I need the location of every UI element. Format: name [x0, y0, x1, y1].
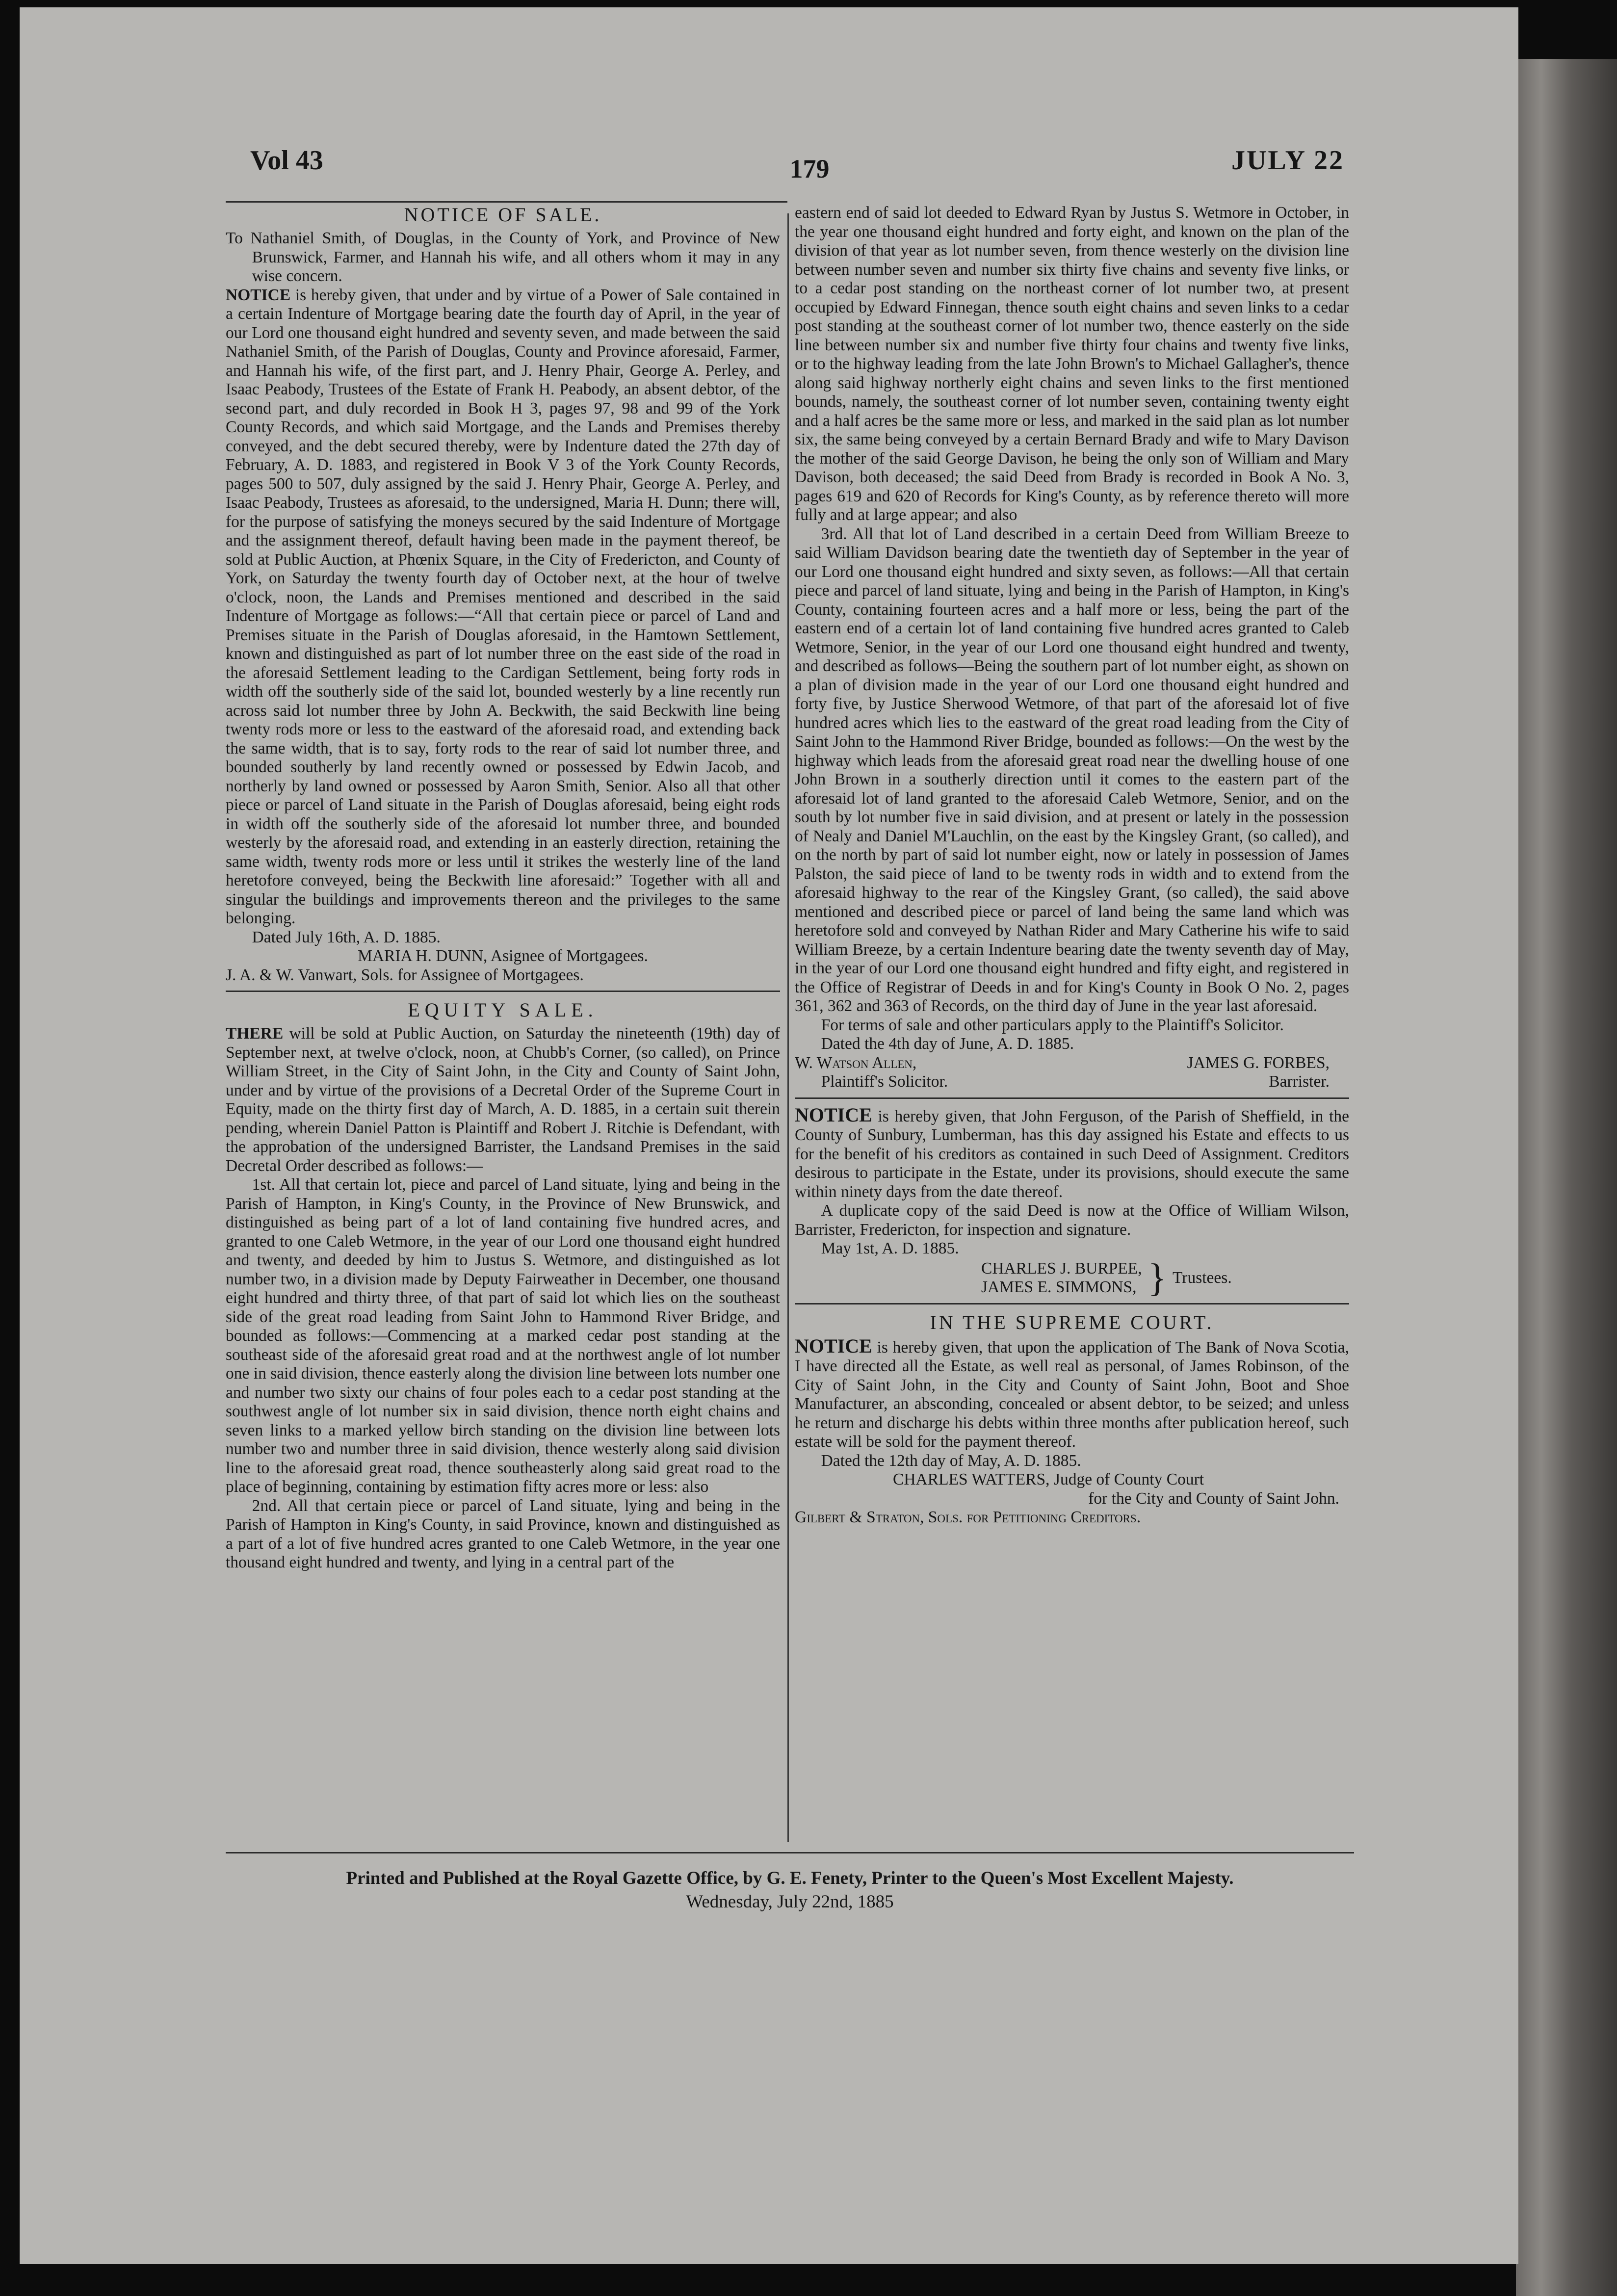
- right-column: [795, 204, 1349, 1527]
- brace-glyph: }: [1148, 1256, 1167, 1300]
- equity-sale-signatures: [795, 1054, 1349, 1092]
- equity-sale-first-lot: 1st. All that certain lot, piece and parcel of Land situate, lying and being in the Parish of Hampton, in King's County, in the Province of New Brunswick, and distinguished as being part of a lot of land containing five hundred acres, and granted to one Caleb Wetmore, in the year of our Lord one thousand eight hundred and twenty, and deeded by him to Justus S. Wetmore, and distinguished as lot number two, in a division made by Deputy Fairweather in December, one thousand eight hundred and thirty three, of that part of said lot which lies on the southeast side of the great road leading from Saint John to Hammond River Bridge, and bounded as follows:—Commencing at a marked cedar post standing at the southeast side of the aforesaid great road and at the northwest angle of lot number one in said division, thence easterly along the division line between lots number one and number two sixty our chains of four poles each to a cedar post standing at the southwest angle of lot number six in said division, thence north eight chains and seven links to a marked yellow birch standing on the division line between lots number two and number three in said division, thence westerly along said division line to the aforesaid great road, thence southeasterly along said great road to the place of beginning, containing by estimation fifty acres more or less: also: [226, 1175, 780, 1496]
- equity-sale-continued: [795, 204, 1349, 1092]
- equity-sale-body: will be sold at Public Auction, on Saturday the nineteenth (19th) day of September next, at twelve o'clock, noon, at Chubb's Corner, (so called), on Prince William Street, in the City of Saint John, in the City and County of Saint John, under and by virtue of the provisions of a Decretal Order of the Supreme Court in Equity, made on the thirty first day of March, A. D. 1885, in a certain suit therein pending, wherein Daniel Patton is Plaintiff and Robert J. Ritchie is Defendant, with the approbation of the undersigned Barrister, the Landsand Premises in the said Decretal Order described as follows:—: [226, 1024, 780, 1175]
- notice-of-sale-solicitors: J. A. & W. Vanwart, Sols. for Assignee of Mortgagees.: [226, 965, 584, 984]
- equity-sale-second-lot-start: 2nd. All that certain piece or parcel of Land situate, lying and being in the Parish of Hampton in King's County, in said Province, known and distinguished as a part of a lot of five hundred acres granted to one Caleb Wetmore, in the year one thousand eight hundred and twenty, and lying in a central part of the: [226, 1496, 780, 1571]
- judge-name: CHARLES WATTERS, Judge of County Court: [893, 1470, 1204, 1488]
- trustees-block: [795, 1256, 1349, 1300]
- ferguson-notice: [795, 1103, 1350, 1300]
- equity-sale-lead: THERE: [226, 1024, 284, 1043]
- ferguson-body: is hereby given, that John Ferguson, of the Parish of Sheffield, in the County of Sunbury, Lumberman, has this day assigned his Estate and effects to us for the benefit of his creditors as contained in such Deed of Assignment. Creditors desirous to participate in the Estate, under its provisions, should execute the same within ninety days from the date thereof.: [795, 1107, 1350, 1201]
- trustees-label: Trustees.: [1173, 1268, 1232, 1287]
- judge-location: for the City and County of Saint John.: [1088, 1489, 1339, 1508]
- barrister-name: JAMES G. FORBES,: [1187, 1053, 1330, 1072]
- section-rule: [795, 1097, 1349, 1099]
- equity-sale-second-lot-cont: eastern end of said lot deeded to Edward Ryan by Justus S. Wetmore in October, in the year one thousand eight hundred and forty eight, and known on the plan of the division of that year as lot number seven, from thence westerly on the division line between number seven and number six thirty five chains and seventy five links, or to a cedar post standing on the northeast corner of lot number two, at present occupied by Edward Finnegan, thence south eight chains and seven links to a cedar post standing at the southeast corner of lot number two, thence easterly on the side line between number six and number five thirty four chains and twenty five links, or to the highway leading from the late John Brown's to Michael Gallagher's, thence along said highway northerly eight chains and seven links to the first mentioned bounds, namely, the southeast corner of lot number seven, containing twenty eight and a half acres be the same more or less, and marked in the said plan as lot number six, the same being conveyed by a certain Bernard Brady and wife to Mary Davison the mother of the said George Davison, he being the only son of William and Mary Davison, both deceased; the said Deed from Brady is recorded in Book A No. 3, pages 619 and 620 of Records for King's County, as by reference thereto will more fully and at large appear; and also: [795, 204, 1349, 524]
- notice-of-sale-body: is hereby given, that under and by virtue of a Power of Sale contained in a certain Indenture of Mortgage bearing date the fourth day of April, in the year of our Lord one thousand eight hundred and seventy seven, and made between the said Nathaniel Smith, of the Parish of Douglas, County and Province aforesaid, Farmer, and Hannah his wife, of the first part, and J. Henry Phair, George A. Perley, and Isaac Peabody, Trustees of the Estate of Frank H. Peabody, an absent debtor, of the second part, and duly recorded in Book H 3, pages 97, 98 and 99 of the York County Records, and which said Mortgage, and the Lands and Premises thereby conveyed, and the debt secured thereby, were by Indenture dated the 27th day of February, A. D. 1883, and registered in Book V 3 of the York County Records, pages 500 to 507, duly assigned by the said J. Henry Phair, George A. Perley, and Isaac Peabody, Trustees as aforesaid, to the undersigned, Maria H. Dunn; there will, for the purpose of satisfying the moneys secured by the said Indenture of Mortgage and the assignment thereof, default having been made in the payment thereof, be sold at Public Auction, at Phœnix Square, in the City of Fredericton, and County of York, on Saturday the twenty fourth day of October next, at the hour of twelve o'clock, noon, the Lands and Premises mentioned and described in the said Indenture of Mortgage as follows:—“All that certain piece or parcel of Land and Premises situate in the Parish of Douglas aforesaid, in the Hamtown Settlement, known and distinguished as part of lot number three on the east side of the road in the aforesaid Settlement leading to the Cardigan Settlement, being forty rods in width off the southerly side of the said lot, bounded westerly by a line recently run across said lot number three by John A. Beckwith, the said Beckwith line being twenty rods more or less to the eastward of the aforesaid road, and extending back the same width, that is to say, forty rods to the rear of said lot number three, and bounded southerly by land recently owned or possessed by Edwin Jacob, and northerly by land owned or possessed by Aaron Smith, Senior. Also all that other piece or parcel of Land situate in the Parish of Douglas aforesaid, being eight rods in width off the southerly side of the aforesaid lot number three, and bounded westerly by the aforesaid road, and extending in an easterly direction, retaining the same width, twenty rods more or less until it strikes the westerly line of the land heretofore conveyed, being the Beckwith line aforesaid:” Together with all and singular the buildings and improvements thereon and the privileges to the same belonging.: [226, 286, 780, 927]
- ferguson-dated: May 1st, A. D. 1885.: [821, 1239, 959, 1257]
- issue-date: JULY 22: [1231, 145, 1344, 176]
- left-column: [226, 204, 780, 1572]
- notice-of-sale-title: NOTICE OF SALE.: [404, 204, 602, 226]
- running-head: [250, 145, 1344, 189]
- solicitor-role: Plaintiff's Solicitor.: [821, 1072, 948, 1091]
- trustee-one: CHARLES J. BURPEE,: [981, 1259, 1142, 1278]
- notice-of-sale: [226, 204, 780, 985]
- section-rule: [226, 991, 780, 992]
- barrister-role: Barrister.: [1269, 1072, 1330, 1091]
- ferguson-duplicate: A duplicate copy of the said Deed is now at the Office of William Wilson, Barrister, Fredericton, for inspection and signature.: [795, 1201, 1349, 1239]
- equity-sale-dated: Dated the 4th day of June, A. D. 1885.: [821, 1035, 1074, 1053]
- supreme-court-body: is hereby given, that upon the application of The Bank of Nova Scotia, I have directed all the Estate, as well real as personal, of James Robinson, of the City of Saint John, in the City and County of Saint John, Boot and Shoe Manufacturer, an absconding, concealed or absent debtor, to be seized; and unless he return and discharge his debts within three months after publication hereof, such estate will be sold for the payment thereof.: [795, 1338, 1349, 1451]
- solicitor-name: W. Watson Allen,: [795, 1053, 917, 1072]
- book-edge: [1516, 59, 1617, 2296]
- notice-of-sale-lead: NOTICE: [226, 286, 291, 304]
- equity-sale-title: EQUITY SALE.: [408, 999, 598, 1021]
- supreme-court-title: IN THE SUPREME COURT.: [930, 1311, 1214, 1333]
- trustee-two: JAMES E. SIMMONS,: [981, 1278, 1137, 1296]
- supreme-court-dated: Dated the 12th day of May, A. D. 1885.: [821, 1451, 1081, 1470]
- equity-sale: [226, 999, 780, 1572]
- equity-sale-third-lot: 3rd. All that lot of Land described in a certain Deed from William Breeze to said William Davidson bearing date the twentieth day of September in the year of our Lord one thousand eight hundred and sixty seven, as follows:—All that certain piece and parcel of land situate, lying and being in the Parish of Hampton, in King's County, containing fourteen acres and a half more or less, being the part of the eastern end of a certain lot of land containing five hundred acres granted to Caleb Wetmore, Senior, in the year of our Lord one thousand eight hundred and twenty, and described as follows—Being the southern part of lot number eight, as shown on a plan of division made in the year of our Lord one thousand eight hundred and forty five, by Justice Sherwood Wetmore, of that part of the aforesaid lot of five hundred acres which lies to the eastward of the great road leading from the City of Saint John to the Hammond River Bridge, bounded as follows:—On the west by the highway which leads from the aforesaid great road near the dwelling house of one John Brown in a southerly direction until it comes to the eastern part of the aforesaid lot of land granted to the aforesaid Caleb Wetmore, Senior, and on the south by lot number five in said division, and at present or lately in the possession of Nealy and Daniel M'Lauchlin, on the east by the Kingsley Grant, (so called), and on the north by part of said lot number eight, now or lately in possession of James Palston, the said piece of land to be twenty rods in width and to extend from the aforesaid highway to the rear of the Kingsley Grant, (so called), the said above mentioned and described piece or parcel of land being the same land which was heretofore sold and conveyed by Nathan Rider and Mary Catherine his wife to said William Breeze, by a certain Indenture bearing date the twenty seventh day of May, in the year of our Lord one thousand eight hundred and fifty eight, and registered in the Office of Registrar of Deeds in and for King's County in Book O No. 2, pages 361, 362 and 363 of Records, on the third day of June in the year last aforesaid.: [795, 524, 1349, 1015]
- page-number: 179: [789, 154, 830, 183]
- supreme-court-notice: [795, 1311, 1349, 1527]
- ferguson-lead: NOTICE: [795, 1103, 872, 1126]
- notice-of-sale-address: To Nathaniel Smith, of Douglas, in the County of York, and Province of New Brunswick, Farmer, and Hannah his wife, and all others whom it may in any wise concern.: [226, 229, 780, 285]
- imprint-footer: [226, 1867, 1354, 1914]
- imprint-date: Wednesday, July 22nd, 1885: [686, 1892, 894, 1912]
- supreme-court-lead: NOTICE: [795, 1334, 872, 1357]
- top-rule: [226, 201, 787, 203]
- supreme-court-solicitors: Gilbert & Straton, Sols. for Petitioning Creditors.: [795, 1508, 1141, 1526]
- notice-of-sale-signer: MARIA H. DUNN, Asignee of Mortgagees.: [358, 947, 648, 965]
- imprint-line: Printed and Published at the Royal Gazette Office, by G. E. Fenety, Printer to the Queen's Most Excellent Majesty.: [346, 1868, 1234, 1888]
- column-rule: [787, 213, 789, 1842]
- equity-sale-terms: For terms of sale and other particulars apply to the Plaintiff's Solicitor.: [821, 1016, 1284, 1034]
- section-rule: [795, 1303, 1349, 1305]
- gazette-page: [20, 7, 1518, 2264]
- notice-of-sale-dated: Dated July 16th, A. D. 1885.: [252, 928, 441, 946]
- footer-rule: [226, 1852, 1354, 1853]
- volume-label: Vol 43: [250, 145, 323, 176]
